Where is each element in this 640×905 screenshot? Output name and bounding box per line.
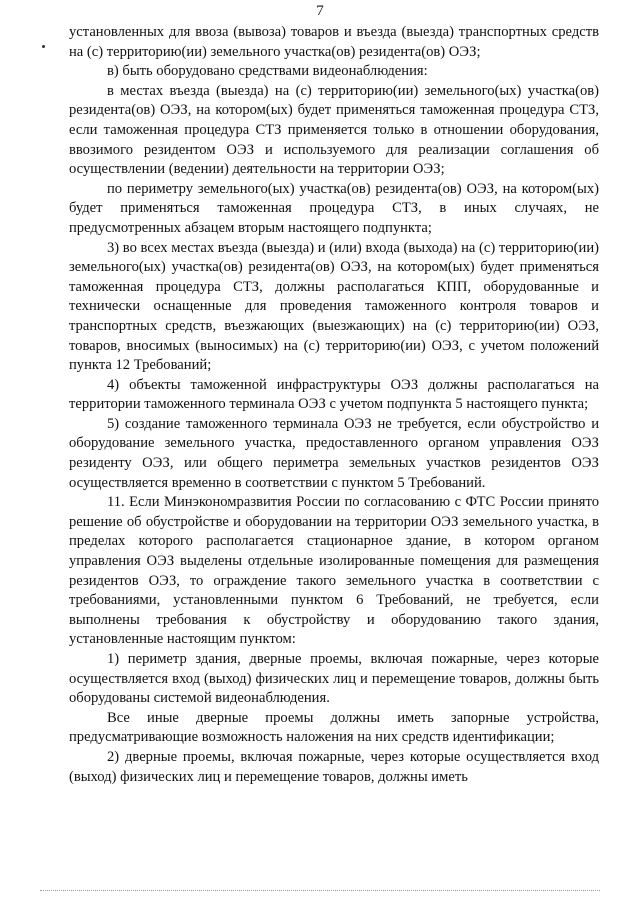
paragraph: в местах въезда (выезда) на (с) территорию(ии) земельного(ых) участка(ов) резидента(ов) ОЭЗ, на котором(ых) будет применяться таможенная процедура СТЗ, если таможенная процедура СТЗ применяется только в отношении оборудования, ввозимого резидентом ОЭЗ и используемого для реализации соглашения об осуществлении (ведении) деятельности на территории ОЭЗ;	[69, 82, 599, 178]
paragraph: 2) дверные проемы, включая пожарные, через которые осуществляется вход (выход) физических лиц и перемещение товаров, должны иметь	[69, 748, 599, 785]
scan-edge-noise	[40, 888, 600, 891]
paragraph: 4) объекты таможенной инфраструктуры ОЭЗ должны располагаться на территории таможенного терминала ОЭЗ с учетом подпункта 5 настоящего пункта;	[69, 376, 599, 413]
paragraph: 5) создание таможенного терминала ОЭЗ не требуется, если обустройство и оборудование земельного участка, предоставленного органом управления ОЭЗ резиденту ОЭЗ, или общего периметра земельных участков резидентов ОЭЗ осуществляется временно в соответствии с пунктом 5 Требований.	[69, 415, 599, 491]
paragraph: установленных для ввоза (вывоза) товаров и въезда (выезда) транспортных средств на (с) территорию(ии) земельного участка(ов) резидента(ов) ОЭЗ;	[69, 24, 599, 60]
document-body	[69, 23, 599, 787]
paragraph: по периметру земельного(ых) участка(ов) резидента(ов) ОЭЗ, на котором(ых) будет применяться таможенная процедура СТЗ, в иных случаях, не предусмотренных абзацем вторым настоящего подпункта;	[69, 180, 599, 236]
paragraph: в) быть оборудовано средствами видеонаблюдения:	[107, 63, 428, 80]
page-number: 7	[316, 3, 324, 19]
paragraph: Все иные дверные проемы должны иметь запорные устройства, предусматривающие возможность наложения на них средств идентификации;	[69, 709, 599, 746]
paragraph: 1) периметр здания, дверные проемы, включая пожарные, через которые осуществляется вход (выход) физических лиц и перемещение товаров, должны быть оборудованы системой видеонаблюдения.	[69, 651, 599, 707]
paragraph: 11. Если Минэкономразвития России по согласованию с ФТС России принято решение об обустройстве и оборудовании на территории ОЭЗ земельного участка, в пределах которого располагается стационарное здание, в котором органом управления ОЭЗ выделены отдельные изолированные помещения для размещения резидентов ОЭЗ, то ограждение такого земельного участка в соответствии с требованиями, установленными пунктом 6 Требований, не требуется, если выполнены требования к обустройству и оборудованию такого здания, установленные настоящим пунктом:	[69, 494, 599, 648]
scan-speck	[42, 45, 45, 48]
paragraph: 3) во всех местах въезда (выезда) и (или) входа (выхода) на (с) территорию(ии) земельного(ых) участка(ов) резидента(ов) ОЭЗ, на котором(ых) будет применяться таможенная процедура СТЗ, должны располагаться КПП, оборудованные и технически оснащенные для проведения таможенного контроля товаров и транспортных средств, въезжающих (выезжающих) на (с) территорию(ии) ОЭЗ, товаров, вносимых (выносимых) на (с) территорию(ии) ОЭЗ, с учетом положений пункта 12 Требований;	[69, 239, 599, 374]
